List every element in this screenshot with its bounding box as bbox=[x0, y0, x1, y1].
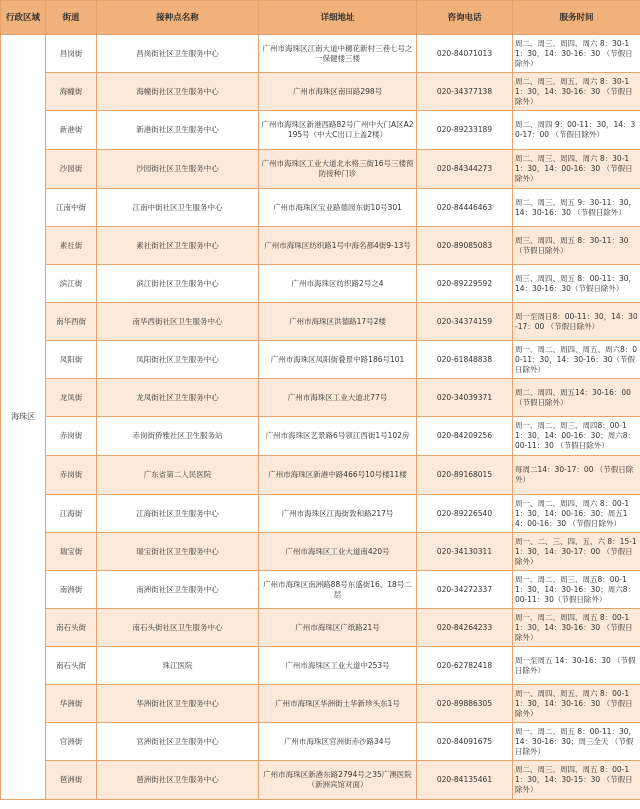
table-row bbox=[1, 495, 640, 533]
phone-cell: 020-89229592 bbox=[417, 265, 513, 303]
phone-cell: 020-89085083 bbox=[417, 227, 513, 265]
address-cell: 广州市海珠区广纸路21号 bbox=[259, 609, 417, 647]
address-cell: 广州市海珠区新港中路466号10号楼11楼 bbox=[259, 456, 417, 495]
district-cell: 海珠区 bbox=[1, 35, 46, 800]
site-name-cell: 素社街社区卫生服务中心 bbox=[97, 227, 259, 265]
table-row bbox=[1, 35, 640, 73]
street-cell: 滨江街 bbox=[46, 265, 97, 303]
service-time-cell: 周二、周三、周五 9：30-11：30，14：30-16：30 （节假日除外） bbox=[513, 189, 640, 227]
site-name-cell: 滨江街社区卫生服务中心 bbox=[97, 265, 259, 303]
service-time-cell: 周一至周五 14：30-16：30 （节假日除外） bbox=[513, 647, 640, 685]
phone-cell: 020-84135461 bbox=[417, 761, 513, 800]
street-cell: 凤阳街 bbox=[46, 341, 97, 379]
table-row bbox=[1, 609, 640, 647]
address-cell: 广州市海珠区纺织路2号之4 bbox=[259, 265, 417, 303]
address-cell: 广州市海珠区艺景路6号领江西街1号102房 bbox=[259, 417, 417, 456]
site-name-cell: 龙凤街社区卫生服务中心 bbox=[97, 379, 259, 417]
service-time-cell: 每周二14：30-17：00 （节假日除外） bbox=[513, 456, 640, 495]
address-cell: 广州市海珠区工业大道北水格三街16号三楼预防接种门诊 bbox=[259, 150, 417, 189]
phone-cell: 020-62782418 bbox=[417, 647, 513, 685]
site-name-cell: 琶洲街社区卫生服务中心 bbox=[97, 761, 259, 800]
table-row bbox=[1, 111, 640, 150]
table-row bbox=[1, 265, 640, 303]
table-row bbox=[1, 723, 640, 761]
table-row bbox=[1, 227, 640, 265]
address-cell: 广州市海珠区新港东路2794号之35广澳医院（新洲宾馆对面） bbox=[259, 761, 417, 800]
header-address: 详细地址 bbox=[259, 1, 417, 35]
street-cell: 瑞宝街 bbox=[46, 533, 97, 571]
site-name-cell: 华洲街社区卫生服务中心 bbox=[97, 685, 259, 723]
service-time-cell: 周一、周二、周四、周五、周六8：00-11：30，14：30-16：30（节假日除外） bbox=[513, 341, 640, 379]
street-cell: 江南中街 bbox=[46, 189, 97, 227]
phone-cell: 020-84209256 bbox=[417, 417, 513, 456]
phone-cell: 020-84071013 bbox=[417, 35, 513, 73]
table-row bbox=[1, 73, 640, 111]
phone-cell: 020-89233189 bbox=[417, 111, 513, 150]
site-name-cell: 江南中街社区卫生服务中心 bbox=[97, 189, 259, 227]
street-cell: 昌岗街 bbox=[46, 35, 97, 73]
service-time-cell: 周一、周二、周四、周六 8：00-11：30，14：00-16：30；周五14：00-16：30 （节假日除外） bbox=[513, 495, 640, 533]
table-row bbox=[1, 456, 640, 495]
phone-cell: 020-34272337 bbox=[417, 571, 513, 609]
address-cell: 广州市海珠区凤阳街叠景中路186号101 bbox=[259, 341, 417, 379]
table-row bbox=[1, 571, 640, 609]
street-cell: 南石头街 bbox=[46, 609, 97, 647]
site-name-cell: 海幢街社区卫生服务中心 bbox=[97, 73, 259, 111]
table-row bbox=[1, 150, 640, 189]
address-cell: 广州市海珠区江海街敦和路217号 bbox=[259, 495, 417, 533]
phone-cell: 020-34130311 bbox=[417, 533, 513, 571]
service-time-cell: 周二、周三、周四、周五 8：00-11：30，14：30-15：30 （节假日除外） bbox=[513, 761, 640, 800]
site-name-cell: 南石头街社区卫生服务中心 bbox=[97, 609, 259, 647]
address-cell: 广州市海珠区工业大道中253号 bbox=[259, 647, 417, 685]
street-cell: 龙凤街 bbox=[46, 379, 97, 417]
phone-cell: 020-34039371 bbox=[417, 379, 513, 417]
site-name-cell: 南洲街社区卫生服务中心 bbox=[97, 571, 259, 609]
address-cell: 广州市海珠区工业大道北77号 bbox=[259, 379, 417, 417]
site-name-cell: 南华西街社区卫生服务中心 bbox=[97, 303, 259, 341]
service-time-cell: 周一、周二、周三、周四8：00-11：30，14：00-16：30；周六8：00-11：30 （节假日除外） bbox=[513, 417, 640, 456]
street-cell: 南华西街 bbox=[46, 303, 97, 341]
table-row bbox=[1, 685, 640, 723]
service-time-cell: 周一、周二、周三、周五8：00-11：30，14：30-16：30；周六8：00-11：30（节假日除外） bbox=[513, 571, 640, 609]
site-name-cell: 官洲街社区卫生服务中心 bbox=[97, 723, 259, 761]
phone-cell: 020-84091675 bbox=[417, 723, 513, 761]
address-cell: 广州市海珠区南田路298号 bbox=[259, 73, 417, 111]
street-cell: 海幢街 bbox=[46, 73, 97, 111]
site-name-cell: 凤阳街社区卫生服务中心 bbox=[97, 341, 259, 379]
table-row bbox=[1, 761, 640, 800]
street-cell: 江海街 bbox=[46, 495, 97, 533]
site-name-cell: 江海街社区卫生服务中心 bbox=[97, 495, 259, 533]
address-cell: 广州市海珠区南洲路88号东盛街16、18号二层 bbox=[259, 571, 417, 609]
service-time-cell: 周三、周四、周五 8：00-11：30，14：30-16：30（节假日除外） bbox=[513, 265, 640, 303]
header-site-name: 接种点名称 bbox=[97, 1, 259, 35]
phone-cell: 020-61848838 bbox=[417, 341, 513, 379]
header-district: 行政区域 bbox=[1, 1, 46, 35]
street-cell: 南石头街 bbox=[46, 647, 97, 685]
site-name-cell: 赤岗街侨雅社区卫生服务站 bbox=[97, 417, 259, 456]
phone-cell: 020-84446463 bbox=[417, 189, 513, 227]
street-cell: 华洲街 bbox=[46, 685, 97, 723]
address-cell: 广州市海珠区宝业路德园东街10号301 bbox=[259, 189, 417, 227]
street-cell: 琶洲街 bbox=[46, 761, 97, 800]
street-cell: 赤岗街 bbox=[46, 456, 97, 495]
address-cell: 广州市海珠区华洲街土华新珍头东1号 bbox=[259, 685, 417, 723]
address-cell: 广州市海珠区江南大道中穗花新村三巷七号之一保健楼三楼 bbox=[259, 35, 417, 73]
phone-cell: 020-89168015 bbox=[417, 456, 513, 495]
service-time-cell: 周二、周四、周五14：30-16：00 （节假日除外） bbox=[513, 379, 640, 417]
address-cell: 广州市海珠区工业大道南420号 bbox=[259, 533, 417, 571]
table-row bbox=[1, 533, 640, 571]
service-time-cell: 周二、周三、周五、周六 8：30-11：30，14：30-16：30 （节假日除外） bbox=[513, 73, 640, 111]
service-time-cell: 周一、周二、周四、周五 8：00-11：30，14：30-16：30 （节假日除外） bbox=[513, 609, 640, 647]
street-cell: 南洲街 bbox=[46, 571, 97, 609]
service-time-cell: 周二、周三、周四、周六 8：30-11：30，14：30-16：30 （节假日除外） bbox=[513, 35, 640, 73]
table-body bbox=[1, 35, 640, 800]
street-cell: 赤岗街 bbox=[46, 417, 97, 456]
site-name-cell: 广东省第二人民医院 bbox=[97, 456, 259, 495]
address-cell: 广州市海珠区纺织路1号中海名都4街9-13号 bbox=[259, 227, 417, 265]
service-time-cell: 周一、二、三、四、五、六 8：15-11：30，14：30-17：00 （节假日除外） bbox=[513, 533, 640, 571]
site-name-cell: 珠江医院 bbox=[97, 647, 259, 685]
service-time-cell: 周一、周四、周五、周六 8：00-11：30，14：30-16：30 （节假日除外） bbox=[513, 685, 640, 723]
header-street: 街道 bbox=[46, 1, 97, 35]
street-cell: 沙园街 bbox=[46, 150, 97, 189]
street-cell: 官洲街 bbox=[46, 723, 97, 761]
service-time-cell: 周三、周四、周五 8：30-11：30 （节假日除外） bbox=[513, 227, 640, 265]
table-row bbox=[1, 303, 640, 341]
phone-cell: 020-34377138 bbox=[417, 73, 513, 111]
site-name-cell: 新港街社区卫生服务中心 bbox=[97, 111, 259, 150]
address-cell: 广州市海珠区新港西路82号广州中大门A区A2195号（中大C出口上盖2楼） bbox=[259, 111, 417, 150]
table-row bbox=[1, 647, 640, 685]
address-cell: 广州市海珠区官洲街赤沙路34号 bbox=[259, 723, 417, 761]
service-time-cell: 周二、周三、周四、周六 8：30-11：30，14：00-16：30 （节假日除外） bbox=[513, 150, 640, 189]
service-time-cell: 周二、周四 9：00-11：30，14：30-17：00 （节假日除外） bbox=[513, 111, 640, 150]
street-cell: 素社街 bbox=[46, 227, 97, 265]
phone-cell: 020-84344273 bbox=[417, 150, 513, 189]
table-row bbox=[1, 189, 640, 227]
address-cell: 广州市海珠区洪德路17号2楼 bbox=[259, 303, 417, 341]
table-row bbox=[1, 417, 640, 456]
site-name-cell: 瑞宝街社区卫生服务中心 bbox=[97, 533, 259, 571]
street-cell: 新港街 bbox=[46, 111, 97, 150]
phone-cell: 020-89226540 bbox=[417, 495, 513, 533]
table-row bbox=[1, 379, 640, 417]
header-service-time: 服务时间 bbox=[513, 1, 640, 35]
site-name-cell: 沙园街社区卫生服务中心 bbox=[97, 150, 259, 189]
table-row bbox=[1, 341, 640, 379]
table-header-row bbox=[1, 1, 640, 35]
service-time-cell: 周一至周日8：00-11：30，14：30-17：00 （节假日除外） bbox=[513, 303, 640, 341]
site-name-cell: 昌岗街社区卫生服务中心 bbox=[97, 35, 259, 73]
phone-cell: 020-89886305 bbox=[417, 685, 513, 723]
service-time-cell: 周一、周二、周五 8：00-11：30，14：30-16：30；周三全天 （节假日除外） bbox=[513, 723, 640, 761]
header-phone: 咨询电话 bbox=[417, 1, 513, 35]
phone-cell: 020-34374159 bbox=[417, 303, 513, 341]
phone-cell: 020-84264233 bbox=[417, 609, 513, 647]
